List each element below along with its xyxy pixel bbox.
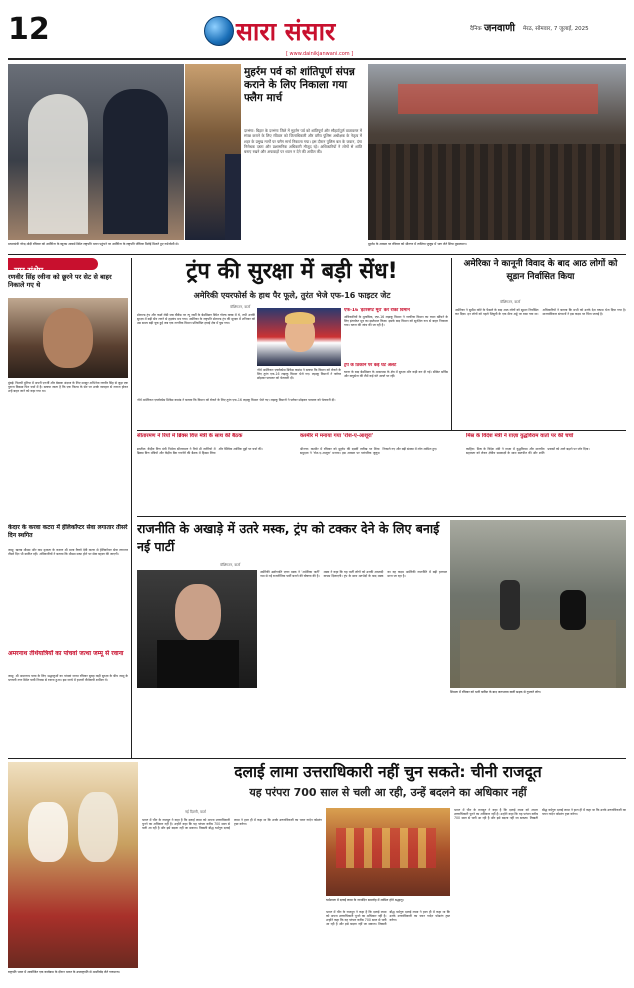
- mid-c1-head: सीतारमण ने रियो में ब्रिक्स वित्त मंत्री के साथ की बैठक: [137, 433, 243, 439]
- globe-icon: [204, 16, 234, 46]
- item2-body: जम्मू: खराब मौसम और कम दृश्यता के कारण श्री माता वैष्णो देवी कटरा से हेलिकॉप्टर सेवा लगातार तीसरे दिन भी स्थगित रही। अधिकारियों ने बताया कि मौसम साफ होने पर सेवा बहाल की जाएगी।: [8, 548, 128, 557]
- sidebar-body: अधिकारियों के मुताबिक, एफ-16 लड़ाकू विमान ने नागरिक विमान का ध्यान खींचने के लिए इंटरसेप्ट मूव का इस्तेमाल किया। इसके बाद विमान को सुरक्षित रूप से बाहर निकाला गया। घटना की जांच की जा रही है।: [344, 315, 448, 328]
- lead-right-rule: [451, 258, 452, 430]
- musk-byline: वॉशिंगटन, वार्ता: [220, 563, 241, 567]
- mid-row-bottom-rule: [137, 516, 626, 517]
- item1-body: मुंबई: फिल्मी दुनिया में अपनी एनर्जी और बेबाक अंदाज के लिए मशहूर अभिनेता रणवीर सिंह से जुड़ा एक पुराना किस्सा फिर चर्चा में है। बताया जाता है कि एक फिल्म के सेट पर उनके व्यवहार से नाराज होकर उन्हें बाहर जाने को कहा गया था।: [8, 381, 128, 394]
- page-number: 12: [8, 12, 50, 47]
- lead-headline: ट्रंप की सुरक्षा में बड़ी सेंध!: [186, 259, 398, 284]
- musk-headline: राजनीति के अखाड़े में उतरे मस्क, ट्रंप को टक्कर देने के लिए बनाई नई पार्टी: [137, 521, 440, 554]
- mid-c2-body: श्रीनगर: कश्मीर में रविवार को मुहर्रम की दसवीं तारीख पर शिया समुदाय ने 'रोश-ए-आशूरा' मनाया। इस अवसर पर पारंपरिक जुलूस निकाले गए और बड़ी संख्या में लोग शामिल हुए।: [300, 447, 438, 456]
- rain-caption: शिमला में रविवार को भारी बारिश के बाद जलभराव वाली सड़क से गुजरते लोग।: [450, 690, 541, 694]
- muharram-procession-photo: [368, 64, 626, 240]
- dalai-right-photo: [326, 808, 450, 896]
- item1-headline: रणवीर सिंह रवीना को छूरने पर सेट से बाहर निकाले गए थे: [8, 273, 112, 289]
- item3-headline: अमरनाथ तीर्थयात्रियों का पांचवां जत्था जम्मू से रवाना: [8, 650, 124, 657]
- section-title: सारा संसार: [236, 17, 336, 46]
- bottom-section-rule: [8, 758, 626, 759]
- paper-name: जनवाणी: [484, 23, 515, 34]
- dateline: मेरठ, सोमवार, 7 जुलाई, 2025: [523, 26, 589, 32]
- mid-col-3: [466, 433, 626, 513]
- ranveer-photo: [8, 298, 128, 378]
- top-row-rule: [8, 254, 626, 255]
- mid-c2-head: कश्मीर में मनाया गया 'रोश-ए-आशूरा': [300, 433, 374, 439]
- masthead: [8, 10, 626, 58]
- sudan-headline: अमेरिका ने कानूनी विवाद के बाद आठ लोगों को सूडान निर्वासित किया: [463, 259, 618, 282]
- mid-col-2: [300, 433, 462, 513]
- lead-subhead: अमेरिकी एयरफोर्स के हाथ पैर फूले, तुरंत भेजे एफ-16 फाइटर जेट: [193, 291, 391, 300]
- dalai-body-3: भारत में चीन के राजदूत ने कहा है कि दलाई लामा को अपना उत्तराधिकारी चुनने का अधिकार नहीं है। उन्होंने कहा कि यह परंपरा करीब 700 साल से चली आ रही है और इसे बदला नहीं जा सकता। तिब्बती बौद्ध धर्मगुरु दलाई लामा ने हाल ही में कहा था कि उनके उत्तराधिकारी का चयन गादेन फोडरंग ट्रस्ट करेगा।: [454, 808, 626, 821]
- dalai-subhead: यह परंपरा 700 साल से चली आ रही, उन्हें बदलने का अधिकार नहीं: [249, 786, 527, 799]
- sudan-byline: वॉशिंगटन, वार्ता: [500, 300, 521, 304]
- top-story-text-block: [241, 64, 365, 240]
- mid-row-top-rule: [137, 430, 626, 431]
- dalai-byline: नई दिल्ली, वार्ता: [185, 810, 206, 814]
- musk-photo: [137, 570, 257, 688]
- sidebar-head: एफ-16 'इंटरसेप्ट मूव' कर रोका विमान: [344, 308, 410, 313]
- modi-milei-photo: [8, 64, 184, 240]
- website: [ www.dainikjanwani.com ]: [286, 51, 354, 57]
- lead-body-2: नॉर्थ अमेरिकन एयरोस्पेस डिफेंस कमांड ने बताया कि विमान को रोकने के लिए तुरंत एफ-16 लड़ाकू विमान भेजे गए। लड़ाकू विमानों ने फ्लेयर छोड़कर पायलट को चेतावनी दी।: [137, 398, 336, 402]
- lead-sidebar: [344, 308, 448, 428]
- left-column-rule: [131, 258, 132, 758]
- mid-c1-body: ब्राजील: केंद्रीय वित्त मंत्री निर्मला सीतारमण ने रियो डी जनेरियो में ब्रिक्स वित्त मंत्रियों और केंद्रीय बैंक गवर्नरों की बैठक में हिस्सा लिया और वैश्विक आर्थिक मुद्दों पर चर्चा की।: [137, 447, 263, 456]
- mid-col-1: [137, 433, 297, 513]
- dalai-headline: दलाई लामा उत्तराधिकारी नहीं चुन सकते: चीनी राजदूत: [234, 763, 542, 781]
- sudan-body: अमेरिका ने सुप्रीम कोर्ट के फैसले के बाद आठ लोगों को सूडान निर्वासित कर दिया। इन लोगों को पहले जिबूती के एक सैन्य अड्डे पर रखा गया था। अधिकारियों ने बताया कि सभी को उनके देश वापस भेज दिया गया है। मानवाधिकार संगठनों ने इस कदम पर चिंता जताई है।: [455, 308, 626, 317]
- rain-photo: [450, 520, 626, 688]
- dalai-left-caption: राष्ट्रपति भवन में आयोजित एक कार्यक्रम के दौरान भारत के उपराष्ट्रपति से आशीर्वाद लेते गणमान्य।: [8, 970, 120, 974]
- top-story-body: दरभंगा: बिहार के दरभंगा जिले में मुहर्रम पर्व को शांतिपूर्ण और सौहार्दपूर्ण वातावरण में संपन्न कराने के लिए रविवार को जिलाधिकारी और वरीय पुलिस अधीक्षक के नेतृत्व में शहर के प्रमुख मार्गों पर फ्लैग मार्च निकाला गया। इस दौरान पुलिस बल के जवान, दंगा निरोधक दस्ता और प्रशासनिक अधिकारी मौजूद रहे। अधिकारियों ने लोगों से शांति बनाए रखने और अफवाहों पर ध्यान न देने की अपील की।: [244, 128, 362, 155]
- sidebar-head-2: ट्रंप के ठिकाने पर कई घंटे अलर्ट: [344, 363, 397, 368]
- dalai-right-caption: धर्मशाला में दलाई लामा के जन्मदिन समारोह में शामिल होते श्रद्धालु।: [326, 898, 404, 902]
- dalai-body-1: भारत में चीन के राजदूत ने कहा है कि दलाई लामा को अपना उत्तराधिकारी चुनने का अधिकार नहीं है। उन्होंने कहा कि यह परंपरा करीब 700 साल से चली आ रही है और इसे बदला नहीं जा सकता। तिब्बती बौद्ध धर्मगुरु दलाई लामा ने हाल ही में कहा था कि उनके उत्तराधिकारी का चयन गादेन फोडरंग ट्रस्ट करेगा।: [142, 818, 322, 831]
- sidebar-body-2: घटना के बाद बेडमिंस्टर के आसपास के क्षेत्र में सुरक्षा और कड़ी कर दी गई। सीक्रेट सर्विस और वायुसेना की टीमें कई घंटे अलर्ट पर रहीं।: [344, 370, 448, 379]
- sar-sankshep-text: सार संक्षेप: [14, 266, 44, 275]
- mid-c3-body: काहिरा: मिस्र के विदेश मंत्री ने ग़ाज़ा में युद्धविराम और मानवीय सहायता को लेकर क्षेत्रीय समकक्षों के साथ बातचीत की और शांति प्रयासों को आगे बढ़ाने पर जोर दिया।: [466, 447, 590, 456]
- top-story-title: मुहर्रम पर्व को शांतिपूर्ण संपन्न कराने के लिए निकाला गया फ्लैग मार्च: [244, 66, 355, 104]
- mid-c3-head: मिस्र के विदेश मंत्री ने ग़ाज़ा युद्धविराम वार्ता पर की चर्चा: [466, 433, 574, 439]
- dalai-body-2: भारत में चीन के राजदूत ने कहा है कि दलाई लामा को अपना उत्तराधिकारी चुनने का अधिकार नहीं है। उन्होंने कहा कि यह परंपरा करीब 700 साल से चली आ रही है और इसे बदला नहीं जा सकता। तिब्बती बौद्ध धर्मगुरु दलाई लामा ने हाल ही में कहा था कि उनके उत्तराधिकारी का चयन गादेन फोडरंग ट्रस्ट करेगा।: [326, 910, 450, 927]
- dalai-left-photo: [8, 762, 138, 968]
- musk-body: अमेरिकी उद्योगपति एलन मस्क ने 'अमेरिका पार्टी' नाम से नई राजनीतिक पार्टी बनाने की घोषणा की है। मस्क ने कहा कि यह पार्टी लोगों को उनकी आजादी वापस दिलाएगी। ट्रंप के साथ मतभेदों के बाद मस्क का यह कदम अमेरिकी राजनीति में बड़ी हलचल माना जा रहा है।: [260, 570, 447, 579]
- lead-body-1: डोनाल्ड ट्रंप और फर्स्ट लेडी जब वीकेंड पर न्यू जर्सी के बेडमिंस्टर स्थित गोल्फ क्लब में थे, तभी उनकी सुरक्षा में बड़ी सेंध लगने से हड़कंप मच गया। अमेरिका के राष्ट्रपति डोनाल्ड ट्रंप की सुरक्षा में शनिवार को उस समय बड़ी चूक हुई जब एक नागरिक विमान प्रतिबंधित हवाई क्षेत्र में घुस गया।: [137, 313, 255, 326]
- item2-headline: केदार के करवा कटरा में हेलिकॉप्टर सेवा लगातार तीसरे दिन स्थगित: [8, 524, 128, 539]
- paper-prefix: दैनिक: [470, 26, 482, 32]
- trump-photo: [257, 308, 341, 366]
- masthead-rule: [8, 58, 626, 60]
- photo-right-caption: मुहर्रम के अवसर पर रविवार को श्रीनगर में ताजिया जुलूस में भाग लेते शिया मुसलमान।: [368, 242, 467, 246]
- sar-sankshep-label: [8, 258, 98, 275]
- item3-body: जम्मू: श्री अमरनाथ यात्रा के लिए श्रद्धालुओं का पांचवां जत्था रविवार सुबह कड़ी सुरक्षा के बीच जम्मू के भगवती नगर स्थित यात्री निवास से रवाना हुआ। इस जत्थे में हजारों तीर्थयात्री शामिल थे।: [8, 674, 128, 683]
- photo-left-caption: प्रधानमंत्री नरेन्द्र मोदी रविवार को अर्जेंटीना के ब्यूनस आयर्स स्थित राष्ट्रपति भवन पहुंचने पर अर्जेंटीना के राष्ट्रपति जेवियर मिलेई मिलते हुए गर्मजोशी से।: [8, 242, 179, 246]
- lead-byline: वॉशिंगटन, वार्ता: [230, 305, 251, 309]
- lead-body-2b: नॉर्थ अमेरिकन एयरोस्पेस डिफेंस कमांड ने बताया कि विमान को रोकने के लिए तुरंत एफ-16 लड़ाकू विमान भेजे गए। लड़ाकू विमानों ने फ्लेयर छोड़कर पायलट को चेतावनी दी।: [257, 368, 341, 381]
